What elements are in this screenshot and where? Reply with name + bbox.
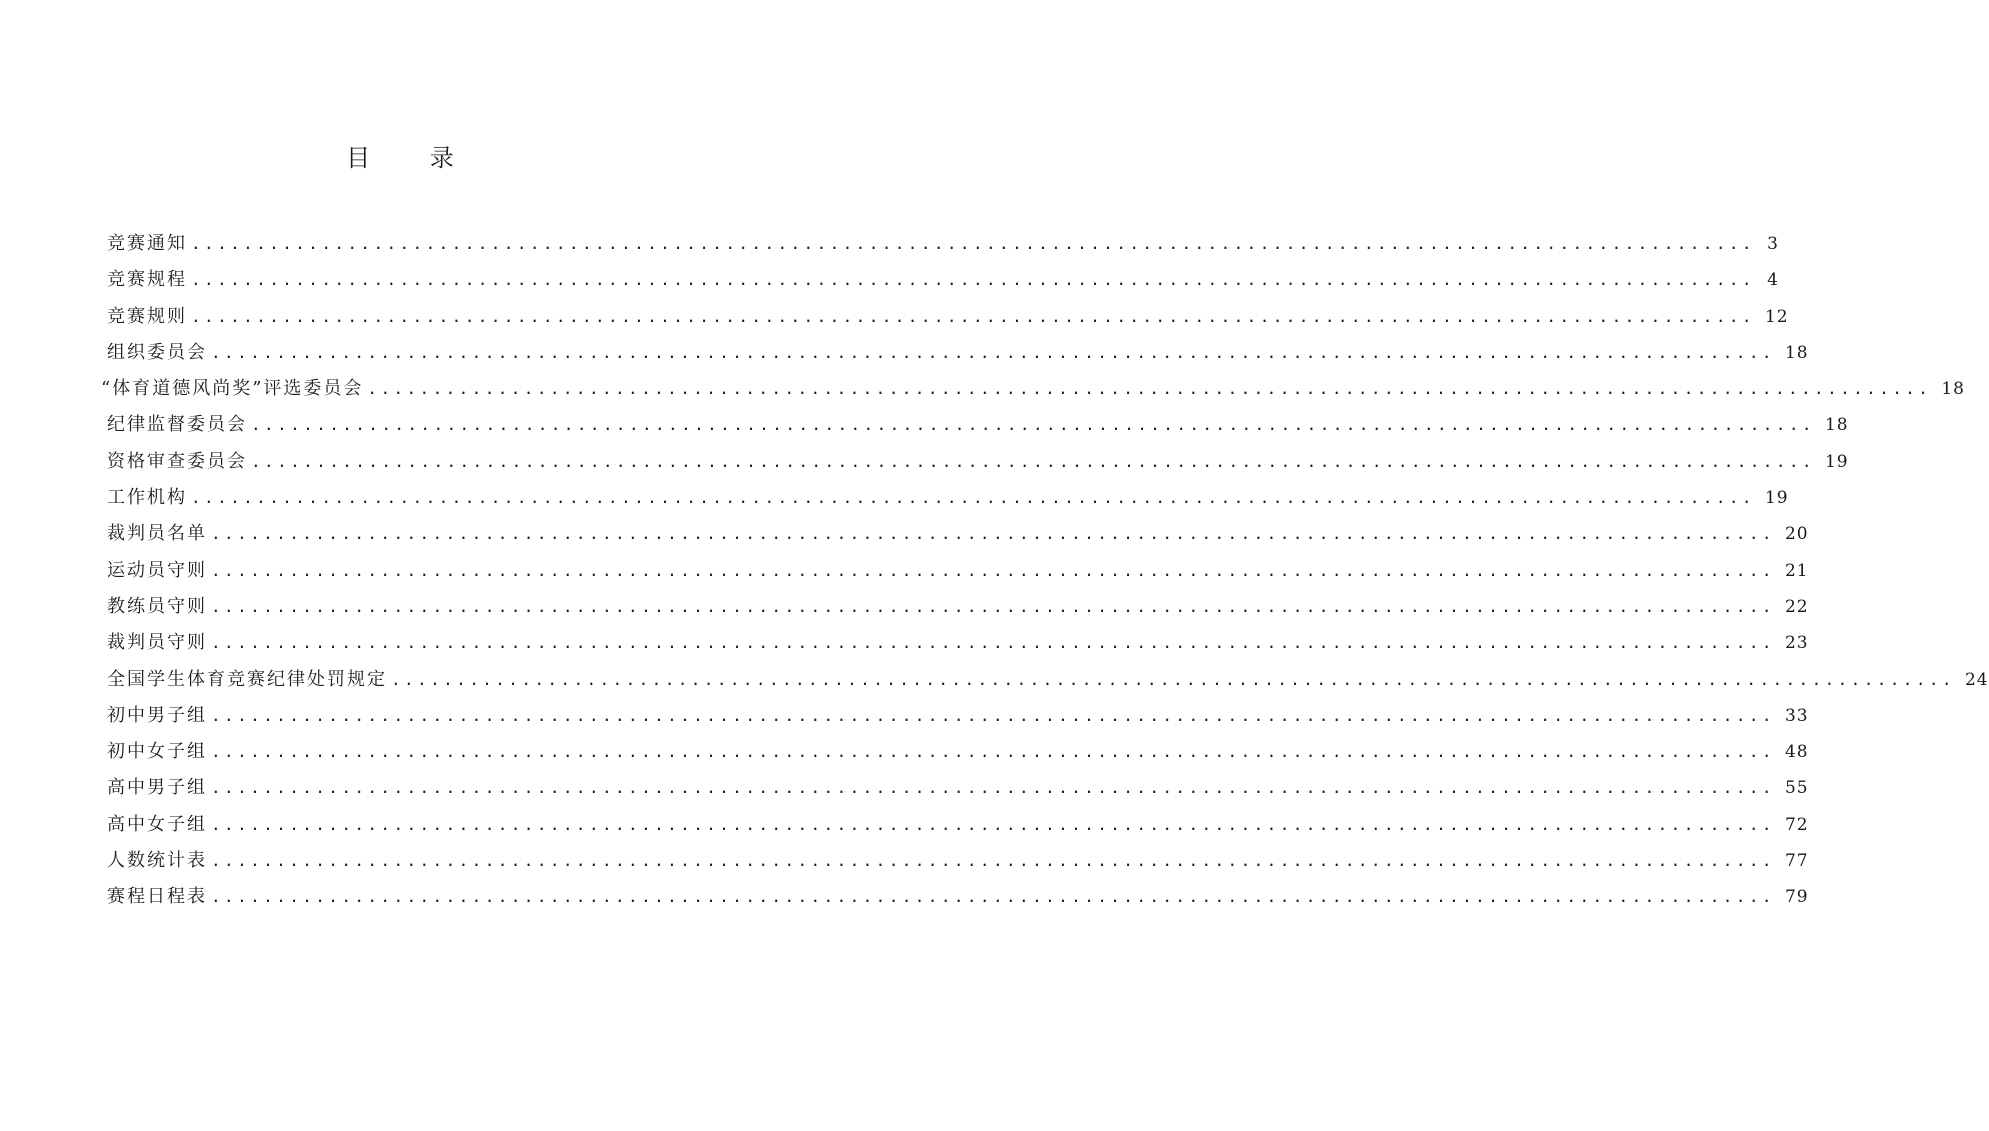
toc-entry-page: 3 [1767, 234, 1779, 254]
toc-entry[interactable] [107, 843, 1809, 879]
toc-leader-dots: ........................................................................................................................ [211, 705, 1775, 725]
toc-entry-page: 48 [1784, 742, 1809, 763]
toc-entry-label: 组织委员会 [107, 341, 207, 363]
toc-entry[interactable] [107, 262, 1779, 298]
toc-entry-label: 全国学生体育竞赛纪律处罚规定 [107, 668, 387, 690]
toc-leader-dots: ........................................................................................................................ [211, 851, 1775, 871]
toc-entry-page: 22 [1784, 596, 1809, 617]
toc-entry[interactable] [107, 662, 1989, 698]
toc-entry-page: 18 [1941, 379, 1965, 400]
toc-leader-dots: ........................................................................................................................ [391, 669, 1955, 689]
toc-leader-dots: ........................................................................................................................ [191, 234, 1755, 253]
toc-entry[interactable] [107, 589, 1809, 625]
toc-entry-label: 人数统计表 [107, 850, 207, 872]
toc-entry[interactable] [107, 625, 1809, 661]
toc-entry-label: 资格审查委员会 [107, 450, 247, 472]
toc-entry[interactable] [107, 879, 1809, 915]
toc-entry[interactable] [107, 698, 1809, 734]
toc-entry[interactable] [107, 444, 1849, 480]
toc-entry-label: 初中男子组 [107, 704, 207, 726]
toc-leader-dots: ........................................................................................................................ [251, 415, 1815, 435]
toc-leader-dots: ........................................................................................................................ [211, 742, 1775, 762]
toc-leader-dots: ........................................................................................................................ [211, 560, 1775, 580]
toc-leader-dots: ........................................................................................................................ [211, 887, 1775, 907]
toc-entry-label: 初中女子组 [107, 741, 207, 763]
toc-leader-dots: ........................................................................................................................ [211, 342, 1775, 362]
toc-leader-dots: ........................................................................................................................ [211, 596, 1775, 616]
toc-entry[interactable] [107, 770, 1809, 806]
toc-entry-label: 高中女子组 [107, 813, 207, 835]
toc-leader-dots: ........................................................................................................................ [191, 488, 1755, 508]
toc-entry-page: 77 [1784, 851, 1809, 872]
toc-entry-label: 纪律监督委员会 [107, 414, 247, 436]
toc-leader-dots: ........................................................................................................................ [211, 524, 1775, 544]
toc-entry[interactable] [107, 299, 1789, 335]
toc-entry-page: 20 [1784, 524, 1809, 545]
toc-leader-dots: ........................................................................................................................ [211, 633, 1775, 653]
toc-entry[interactable] [107, 335, 1809, 371]
toc-entry-page: 21 [1784, 560, 1809, 581]
toc-entry-page: 19 [1824, 451, 1849, 472]
toc-leader-dots: ........................................................................................................................ [251, 451, 1815, 471]
toc-entry[interactable] [107, 516, 1809, 552]
toc-entry-page: 12 [1764, 306, 1789, 327]
toc-entry-label: 赛程日程表 [107, 886, 207, 908]
toc-entry[interactable] [107, 553, 1809, 589]
toc-entry-label: “体育道德风尚奖”评选委员会 [101, 378, 364, 400]
toc-entry-label: 运动员守则 [107, 559, 207, 581]
toc-entry-label: 教练员守则 [107, 595, 207, 617]
table-of-contents [101, 226, 1989, 916]
toc-entry-label: 竞赛规程 [107, 269, 187, 291]
toc-entry[interactable] [107, 807, 1809, 843]
toc-entry[interactable] [101, 371, 1965, 407]
toc-entry-label: 工作机构 [107, 487, 187, 509]
toc-entry-page: 55 [1784, 778, 1809, 799]
toc-entry-page: 4 [1767, 270, 1779, 291]
toc-entry-page: 79 [1784, 887, 1809, 908]
toc-leader-dots: ........................................................................................................................ [191, 270, 1755, 290]
toc-entry-page: 19 [1764, 488, 1789, 509]
toc-entry-page: 18 [1824, 415, 1849, 436]
toc-entry-page: 23 [1784, 633, 1809, 654]
toc-entry[interactable] [107, 480, 1789, 516]
page-title: 目 录 [346, 144, 480, 172]
toc-entry-label: 裁判员名单 [107, 523, 207, 545]
toc-entry-label: 竞赛通知 [107, 233, 187, 254]
toc-entry-label: 竞赛规则 [107, 305, 187, 327]
toc-entry-page: 33 [1784, 705, 1809, 726]
toc-leader-dots: ........................................................................................................................ [211, 778, 1775, 798]
toc-leader-dots: ........................................................................................................................ [367, 379, 1932, 399]
toc-leader-dots: ........................................................................................................................ [211, 814, 1775, 834]
toc-leader-dots: ........................................................................................................................ [191, 306, 1755, 326]
toc-entry[interactable] [107, 226, 1779, 262]
toc-entry-page: 24 [1964, 669, 1989, 690]
toc-entry-page: 18 [1784, 342, 1809, 363]
toc-entry-label: 裁判员守则 [107, 632, 207, 654]
toc-entry[interactable] [107, 407, 1849, 443]
toc-entry[interactable] [107, 734, 1809, 770]
toc-entry-page: 72 [1784, 814, 1809, 835]
toc-entry-label: 高中男子组 [107, 777, 207, 799]
